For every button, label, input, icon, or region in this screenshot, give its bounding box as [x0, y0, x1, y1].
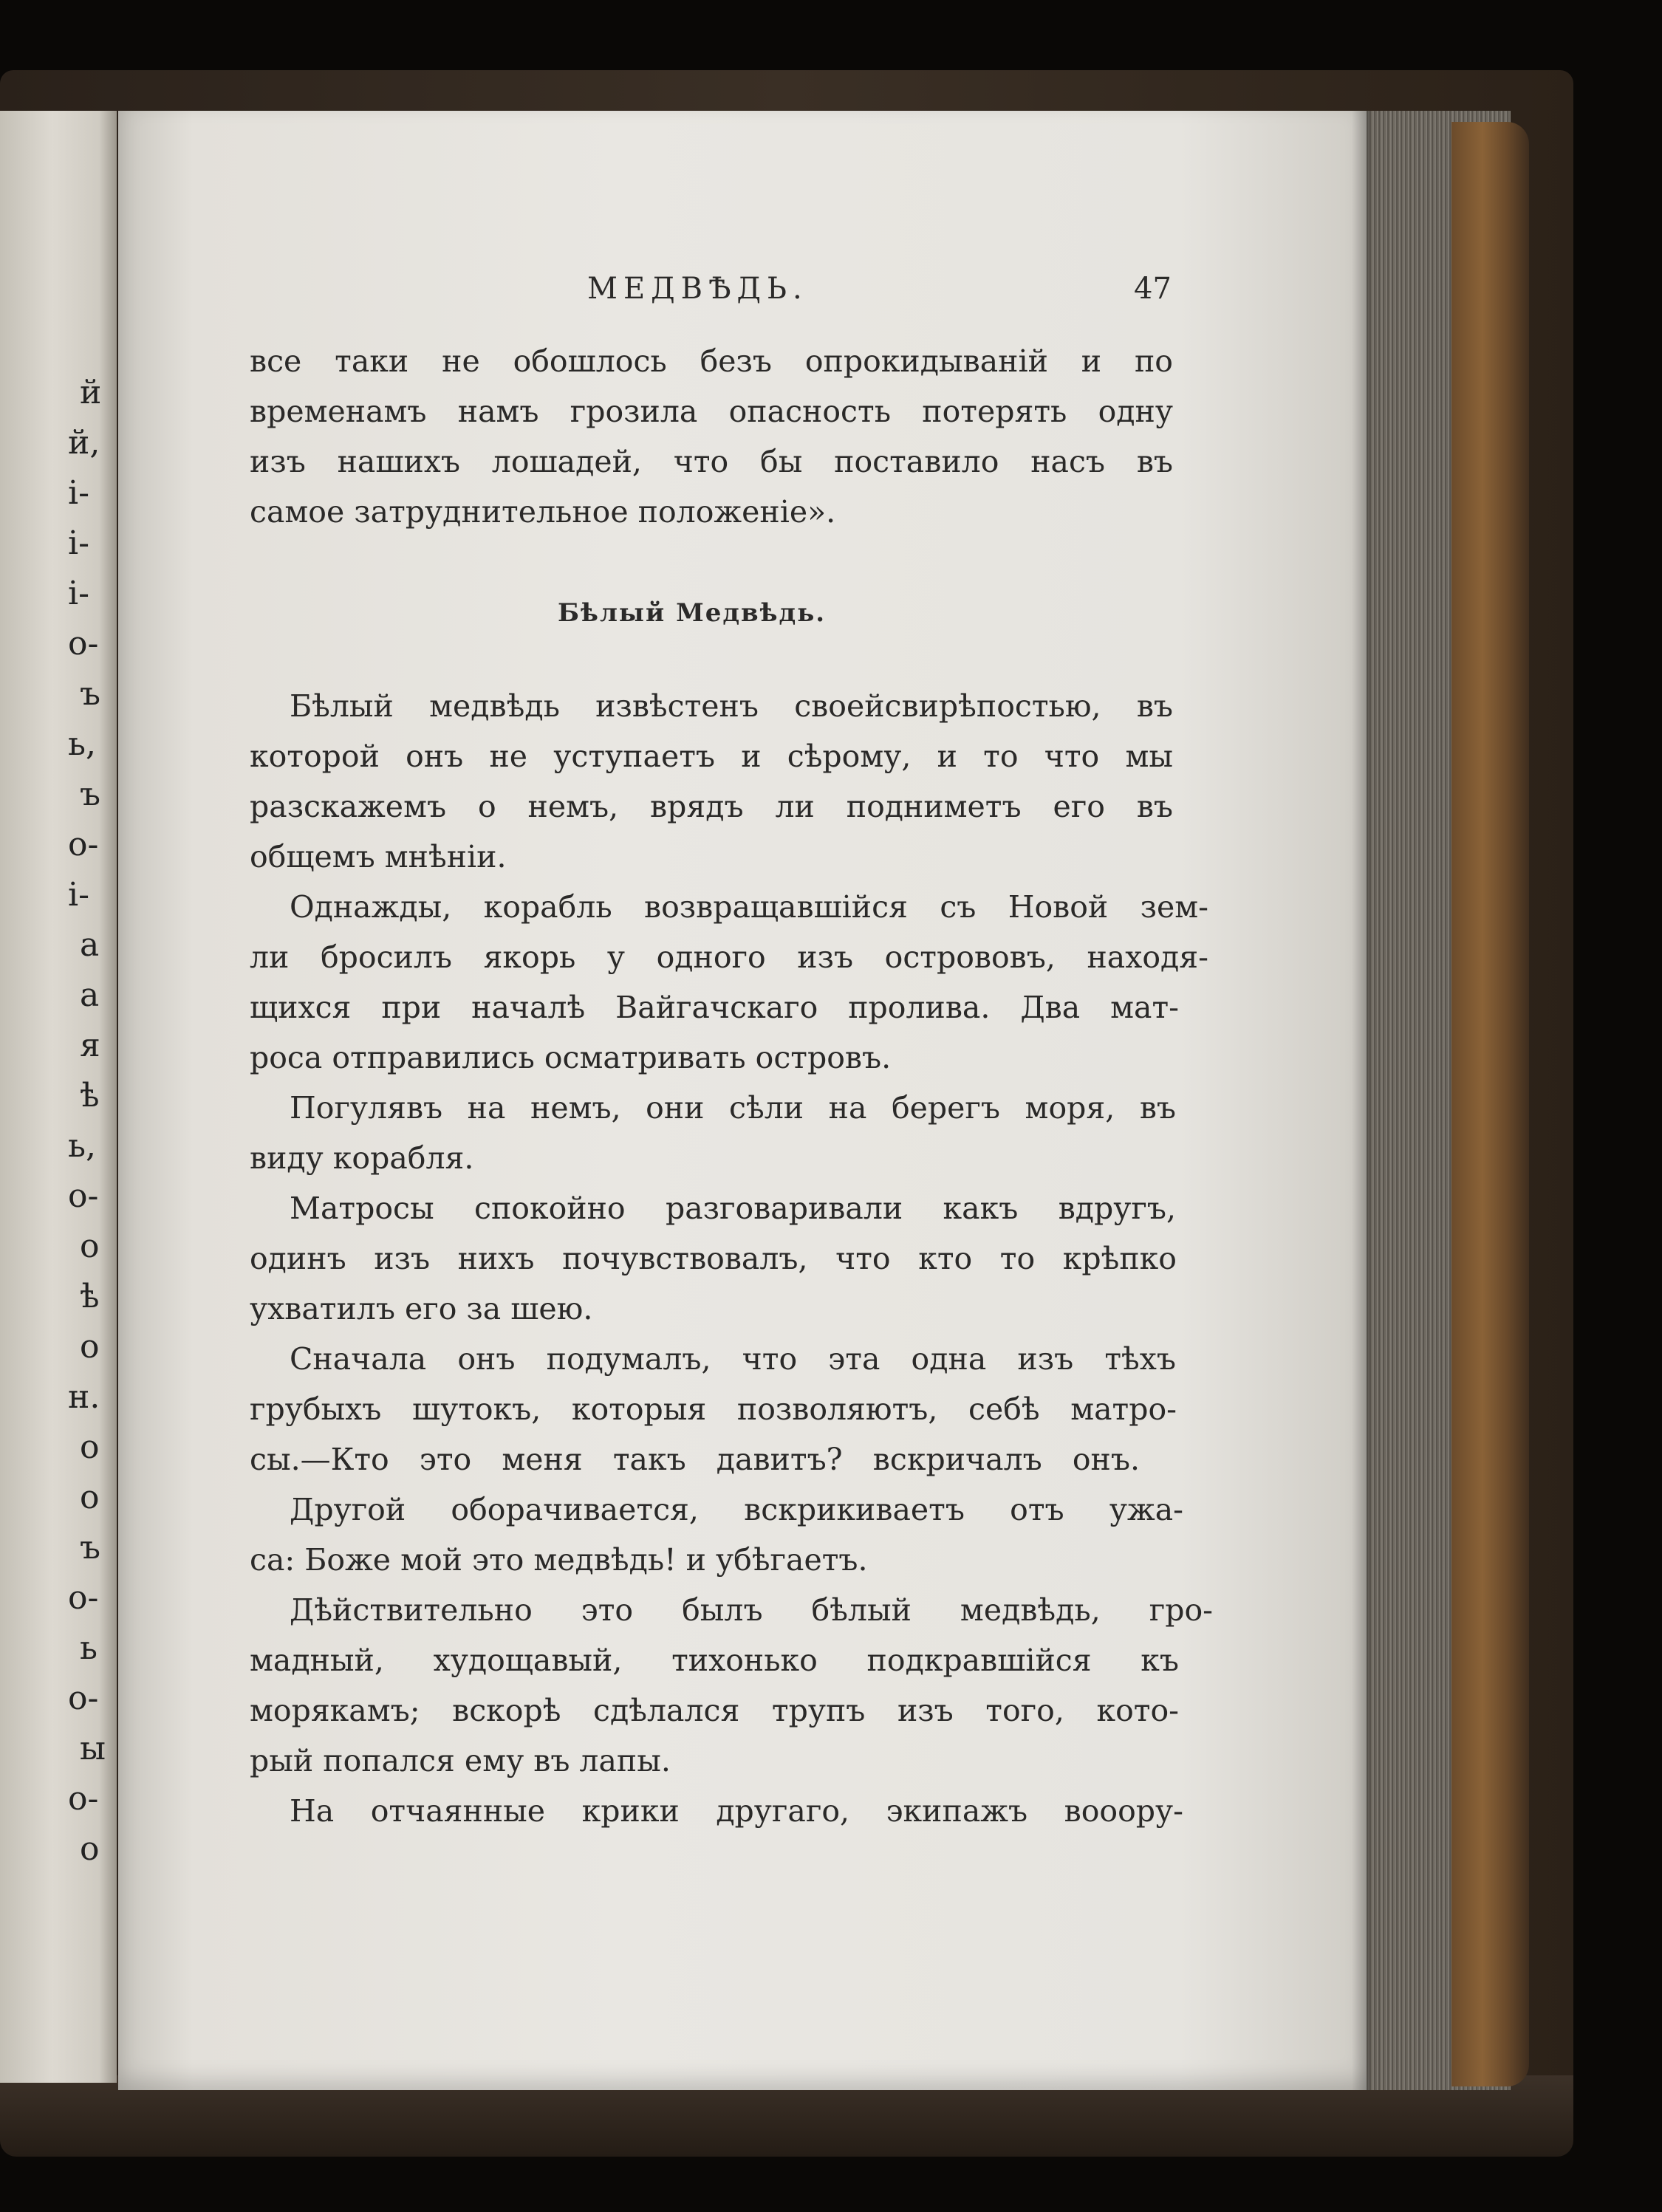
text-line: общемъ мнѣніи. [250, 839, 507, 874]
section-title: Бѣлый Медвѣдь. [558, 598, 827, 628]
previous-page-fragment: ь, [68, 725, 96, 763]
text-line: мадный, худощавый, тихонько подкравшійся къ [250, 1643, 1179, 1678]
text-line: Другой оборачивается, вскрикиваетъ отъ ужа- [290, 1492, 1183, 1527]
text-line: виду корабля. [250, 1140, 474, 1176]
page-shadow [1352, 111, 1369, 2090]
text-line: все таки не обошлось безъ опрокидываній и по [250, 343, 1173, 379]
previous-page-fragment: о [80, 1830, 100, 1868]
text-line: разскажемъ о немъ, врядъ ли подниметъ его въ [250, 789, 1173, 824]
previous-page-fragment: й, [68, 424, 100, 462]
previous-page-fragment: о- [68, 1780, 99, 1818]
previous-page-fragment: ь, [68, 1127, 96, 1165]
previous-page-fragment: о [80, 1227, 100, 1265]
previous-page-fragment: і- [68, 876, 89, 914]
previous-page-fragment: ъ [80, 1529, 100, 1566]
previous-page-fragment: н. [68, 1378, 100, 1416]
text-line: изъ нашихъ лошадей, что бы поставило насъ въ [250, 444, 1173, 479]
text-line: Бѣлый медвѣдь извѣстенъ своейсвирѣпостью, въ [290, 688, 1173, 724]
previous-page-fragment: ь [80, 1629, 98, 1667]
previous-page-fragment: а [80, 976, 100, 1014]
text-line: самое затруднительное положеніе». [250, 494, 836, 530]
previous-page-fragment: о- [68, 826, 99, 863]
previous-page-fragment: ъ [80, 675, 100, 713]
previous-page-fragment: і- [68, 474, 89, 512]
text-line: щихся при началѣ Вайгачскаго пролива. Два мат- [250, 990, 1179, 1025]
previous-page-fragment: о [80, 1328, 100, 1366]
text-line: морякамъ; вскорѣ сдѣлался трупъ изъ того, кото- [250, 1693, 1179, 1728]
previous-page-fragment: о [80, 1479, 100, 1516]
text-line: ухватилъ его за шею. [250, 1291, 593, 1326]
previous-page-fragment: о- [68, 1579, 99, 1617]
text-line: са: Боже мой это медвѣдь! и убѣгаетъ. [250, 1542, 868, 1578]
text-line: ли бросилъ якорь у одного изъ острововъ, находя- [250, 939, 1208, 975]
text-line: временамъ намъ грозила опасность потерять одну [250, 394, 1173, 429]
cover-spine-edge [1451, 122, 1529, 2086]
text-line: которой онъ не уступаетъ и сѣрому, и то что мы [250, 739, 1173, 774]
previous-page-fragment: ы [80, 1730, 106, 1767]
previous-page-fragment: ѣ [80, 1278, 100, 1315]
text-line: одинъ изъ нихъ почувствовалъ, что кто то крѣпко [250, 1241, 1177, 1276]
text-line: На отчаянные крики другаго, экипажъ вооору- [290, 1793, 1183, 1829]
text-line: Однажды, корабль возвращавшійся съ Новой зем- [290, 889, 1208, 925]
previous-page-fragment: я [80, 1027, 100, 1064]
running-head: МЕДВѢДЬ. [587, 272, 808, 306]
text-line: Сначала онъ подумалъ, что эта одна изъ тѣхъ [290, 1341, 1176, 1377]
text-line: грубыхъ шутокъ, которыя позволяютъ, себѣ матро- [250, 1391, 1177, 1427]
previous-page-fragment: о- [68, 1679, 99, 1717]
previous-page-text-fragments [0, 111, 117, 2083]
text-line: Матросы спокойно разговаривали какъ вдругъ, [290, 1191, 1176, 1226]
previous-page-fragment: а [80, 926, 100, 964]
text-line: Погулявъ на немъ, они сѣли на берегъ моря, въ [290, 1090, 1176, 1126]
previous-page-fragment: о- [68, 1177, 99, 1215]
text-line: Дѣйствительно это былъ бѣлый медвѣдь, гро- [290, 1592, 1213, 1628]
previous-page-fragment: ъ [80, 775, 100, 813]
text-line: рый попался ему въ лапы. [250, 1743, 671, 1778]
previous-page-fragment: ѣ [80, 1077, 100, 1114]
text-line: роса отправились осматривать островъ. [250, 1040, 892, 1075]
text-line: сы.—Кто это меня такъ давитъ? вскричалъ онъ. [250, 1442, 1140, 1477]
page-number: 47 [1134, 272, 1172, 306]
previous-page-fragment: і- [68, 575, 89, 612]
previous-page-fragment: й [80, 374, 102, 411]
previous-page-fragment: о [80, 1428, 100, 1466]
previous-page-fragment: о- [68, 625, 99, 662]
previous-page-fragment: і- [68, 524, 89, 562]
previous-page-edge [0, 111, 117, 2083]
